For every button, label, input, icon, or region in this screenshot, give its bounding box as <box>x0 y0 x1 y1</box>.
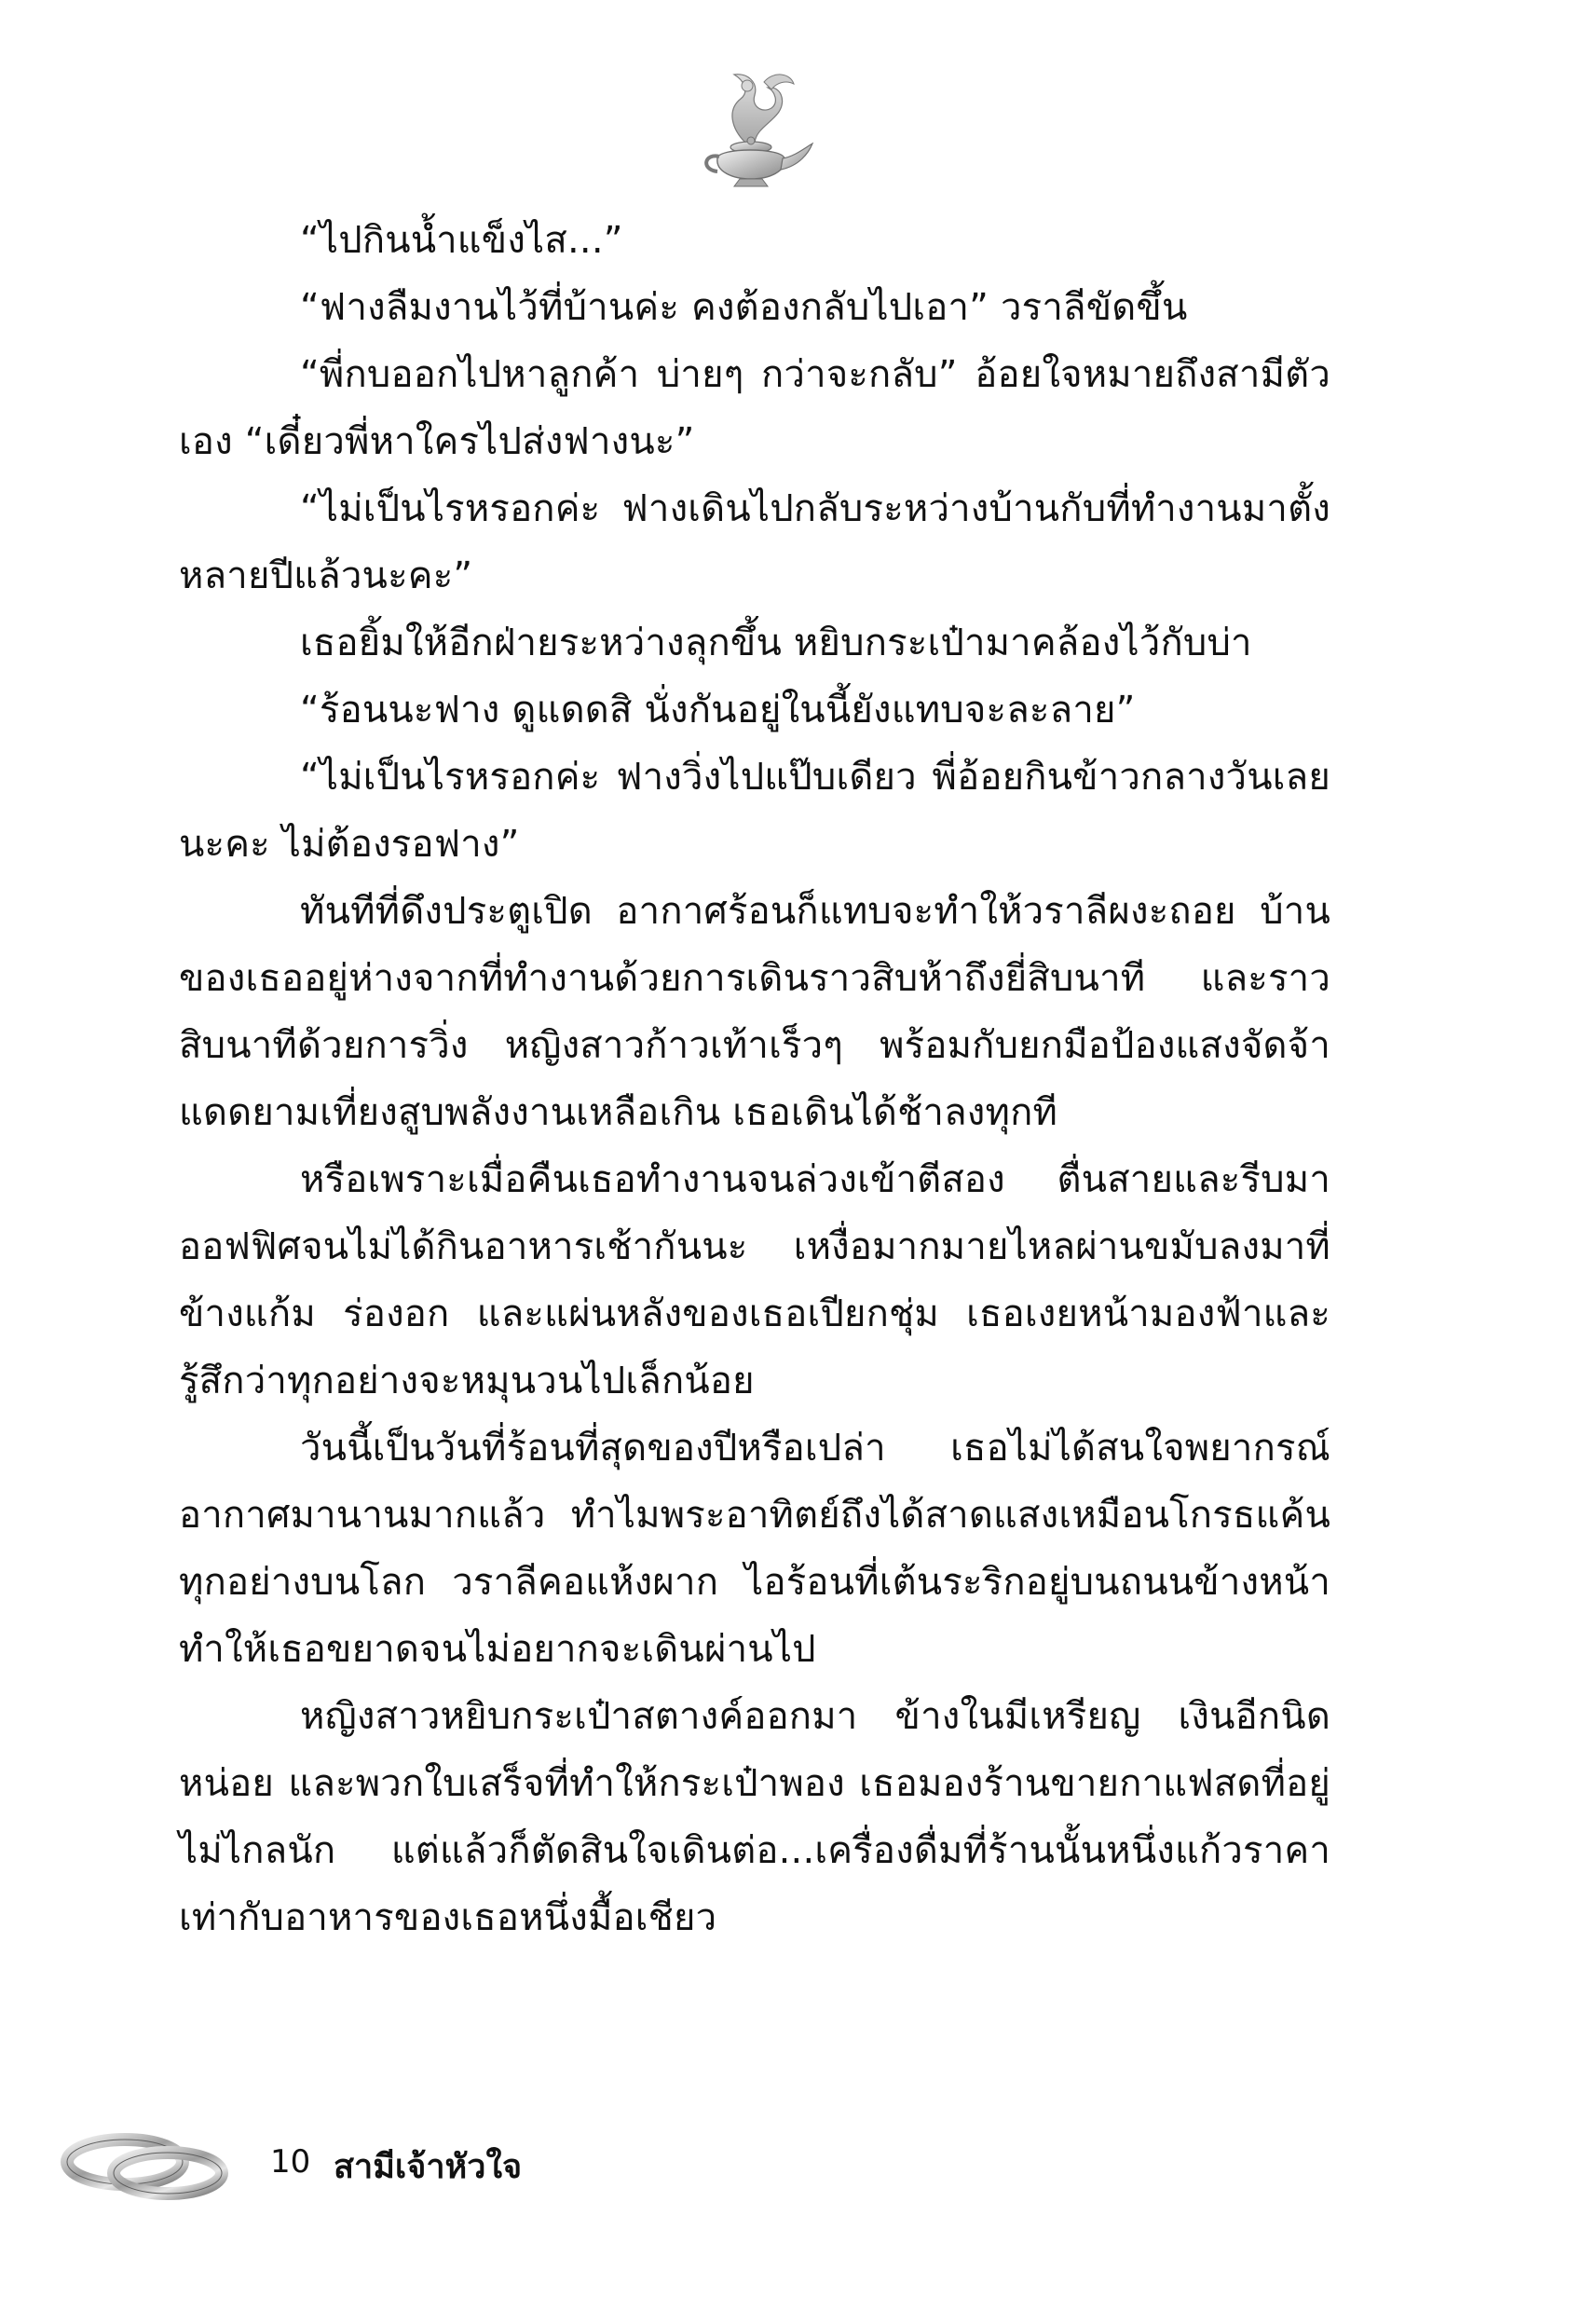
paragraph: “ร้อนนะฟาง ดูแดดสิ นั่งกันอยู่ในนี้ยังแทบจะละลาย” <box>300 689 1136 732</box>
page-number: 10 <box>270 2143 311 2181</box>
paragraph: วันนี้เป็นวันที่ร้อนที่สุดของปีหรือเปล่า เธอไม่ได้สนใจพยากรณ์อากาศมานานมากแล้ว ทำไมพระอาทิตย์ถึงได้สาดแสงเหมือนโกรธแค้นทุกอย่างบนโลก วราลีคอแห้งผาก ไอร้อนที่เต้นระริกอยู่บนถนนข้างหน้าทำให้เธอขยาดจนไม่อยากจะเดินผ่านไป <box>179 1427 1330 1671</box>
paragraph: “ไม่เป็นไรหรอกค่ะ ฟางเดินไปกลับระหว่างบ้านกับที่ทำงานมาตั้งหลายปีแล้วนะคะ” <box>179 487 1330 597</box>
paragraph: หญิงสาวหยิบกระเป๋าสตางค์ออกมา ข้างในมีเหรียญ เงินอีกนิดหน่อย และพวกใบเสร็จที่ทำให้กระเป๋าพอง เธอมองร้านขายกาแฟสดที่อยู่ไม่ไกลนัก แต่แล้วก็ตัดสินใจเดินต่อ...เครื่องดื่มที่ร้านนั้นหนึ่งแก้วราคาเท่ากับอาหารของเธอหนึ่งมื้อเชียว <box>179 1695 1330 1939</box>
magic-lamp-genie-icon <box>689 54 820 194</box>
paragraph: “ไม่เป็นไรหรอกค่ะ ฟางวิ่งไปแป๊บเดียว พี่อ้อยกินข้าวกลางวันเลยนะคะ ไม่ต้องรอฟาง” <box>179 756 1330 866</box>
paragraph: ทันทีที่ดึงประตูเปิด อากาศร้อนก็แทบจะทำให้วราลีผงะถอย บ้านของเธออยู่ห่างจากที่ทำงานด้วยการเดินราวสิบห้าถึงยี่สิบนาที และราวสิบนาทีด้วยการวิ่ง หญิงสาวก้าวเท้าเร็วๆ พร้อมกับยกมือป้องแสงจัดจ้าแดดยามเที่ยงสูบพลังงานเหลือเกิน เธอเดินได้ช้าลงทุกที <box>179 890 1330 1134</box>
story-body <box>179 207 1330 1951</box>
paragraph: หรือเพราะเมื่อคืนเธอทำงานจนล่วงเข้าตีสอง ตื่นสายและรีบมาออฟฟิศจนไม่ได้กินอาหารเช้ากันนะ เหงื่อมากมายไหลผ่านขมับลงมาที่ข้างแก้ม ร่องอก และแผ่นหลังของเธอเปียกชุ่ม เธอเงยหน้ามองฟ้าและรู้สึกว่าทุกอย่างจะหมุนวนไปเล็กน้อย <box>179 1158 1330 1402</box>
paragraph: “ไปกินน้ำแข็งไส...” <box>300 219 623 262</box>
wedding-rings-icon <box>58 2115 235 2208</box>
paragraph: “พี่กบออกไปหาลูกค้า บ่ายๆ กว่าจะกลับ” อ้อยใจหมายถึงสามีตัวเอง “เดี๋ยวพี่หาใครไปส่งฟางนะ” <box>179 353 1330 463</box>
page-footer <box>58 2115 617 2218</box>
paragraph: เธอยิ้มให้อีกฝ่ายระหว่างลุกขึ้น หยิบกระเป๋ามาคล้องไว้กับบ่า <box>300 622 1252 664</box>
book-title: สามีเจ้าหัวใจ <box>334 2148 523 2186</box>
paragraph: “ฟางลืมงานไว้ที่บ้านค่ะ คงต้องกลับไปเอา” วราลีขัดขึ้น <box>300 286 1188 329</box>
